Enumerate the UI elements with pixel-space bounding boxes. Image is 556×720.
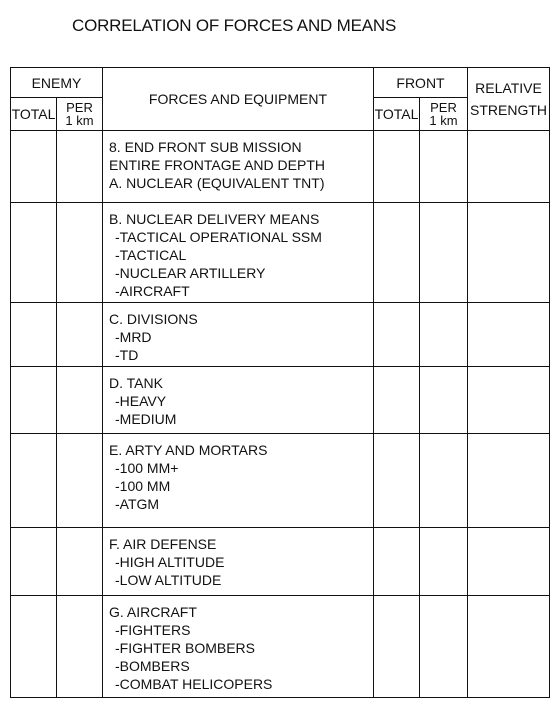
- enemy-per-km-cell: [57, 203, 103, 303]
- table-row: [11, 367, 550, 434]
- front-per-km-cell: [420, 528, 468, 596]
- front-per-km-cell: [420, 303, 468, 367]
- section-item: -TD: [115, 347, 139, 363]
- front-total-cell: [374, 434, 420, 528]
- table-row: [11, 434, 550, 528]
- relative-strength-header: RELATIVE STRENGTH: [468, 68, 550, 131]
- front-total-cell: [374, 131, 420, 203]
- table-row: [11, 303, 550, 367]
- section-item: -MEDIUM: [115, 411, 177, 427]
- correlation-table: [10, 67, 550, 698]
- section-item: -HEAVY: [115, 393, 167, 409]
- front-per-km-cell: [420, 434, 468, 528]
- section-heading: C. DIVISIONS: [109, 311, 198, 327]
- section-heading: B. NUCLEAR DELIVERY MEANS: [109, 211, 320, 227]
- section-heading: ENTIRE FRONTAGE AND DEPTH: [109, 157, 325, 173]
- enemy-total-cell: [11, 303, 57, 367]
- section-heading: E. ARTY AND MORTARS: [109, 442, 268, 458]
- enemy-total-cell: [11, 528, 57, 596]
- table-row: [11, 596, 550, 698]
- enemy-total-header: TOTAL: [11, 98, 57, 131]
- forces-cell: [103, 131, 374, 203]
- front-total-header: TOTAL: [374, 98, 420, 131]
- relative-strength-cell: [468, 131, 550, 203]
- section-item: -100 MM: [115, 478, 171, 494]
- forces-cell: [103, 367, 374, 434]
- forces-cell: [103, 528, 374, 596]
- enemy-per-km-cell: [57, 528, 103, 596]
- section-item: -COMBAT HELICOPERS: [115, 676, 273, 692]
- front-total-cell: [374, 203, 420, 303]
- forces-cell: [103, 434, 374, 528]
- table-row: [11, 528, 550, 596]
- table-row: [11, 131, 550, 203]
- relative-strength-cell: [468, 434, 550, 528]
- enemy-per-km-cell: [57, 131, 103, 203]
- section-heading: A. NUCLEAR (EQUIVALENT TNT): [109, 175, 325, 191]
- front-per-km-header: PER 1 km: [420, 98, 468, 131]
- section-item: -ATGM: [115, 496, 160, 512]
- section-item: -NUCLEAR ARTILLERY: [115, 265, 266, 281]
- front-total-cell: [374, 303, 420, 367]
- front-per-km-cell: [420, 203, 468, 303]
- enemy-total-cell: [11, 203, 57, 303]
- relative-strength-cell: [468, 203, 550, 303]
- enemy-total-cell: [11, 131, 57, 203]
- section-item: -FIGHTERS: [115, 622, 191, 638]
- forces-equipment-header: FORCES AND EQUIPMENT: [103, 68, 374, 131]
- enemy-per-km-cell: [57, 434, 103, 528]
- front-total-cell: [374, 367, 420, 434]
- enemy-per-km-cell: [57, 303, 103, 367]
- relative-strength-cell: [468, 303, 550, 367]
- section-item: -LOW ALTITUDE: [115, 572, 222, 588]
- enemy-per-km-header: PER 1 km: [57, 98, 103, 131]
- section-item: -MRD: [115, 329, 152, 345]
- section-heading: F. AIR DEFENSE: [109, 536, 217, 552]
- enemy-per-km-cell: [57, 367, 103, 434]
- enemy-per-km-cell: [57, 596, 103, 698]
- form-title: CORRELATION OF FORCES AND MEANS: [72, 16, 397, 35]
- front-total-cell: [374, 596, 420, 698]
- enemy-total-cell: [11, 596, 57, 698]
- forces-cell: [103, 203, 374, 303]
- section-item: -AIRCRAFT: [115, 283, 190, 299]
- front-per-km-cell: [420, 596, 468, 698]
- front-per-km-cell: [420, 367, 468, 434]
- relative-strength-cell: [468, 528, 550, 596]
- front-total-cell: [374, 528, 420, 596]
- enemy-total-cell: [11, 367, 57, 434]
- section-heading: D. TANK: [109, 375, 163, 391]
- section-item: -HIGH ALTITUDE: [115, 554, 225, 570]
- section-item: -BOMBERS: [115, 658, 190, 674]
- section-item: -100 MM+: [115, 460, 179, 476]
- table-row: [11, 203, 550, 303]
- section-item: -FIGHTER BOMBERS: [115, 640, 256, 656]
- relative-strength-cell: [468, 367, 550, 434]
- enemy-total-cell: [11, 434, 57, 528]
- relative-strength-cell: [468, 596, 550, 698]
- section-heading: 8. END FRONT SUB MISSION: [109, 139, 302, 155]
- table-body: [11, 131, 550, 698]
- forces-cell: [103, 303, 374, 367]
- section-heading: G. AIRCRAFT: [109, 604, 197, 620]
- section-item: -TACTICAL OPERATIONAL SSM: [115, 229, 322, 245]
- front-per-km-cell: [420, 131, 468, 203]
- forces-cell: [103, 596, 374, 698]
- enemy-header: ENEMY: [11, 68, 103, 98]
- section-item: -TACTICAL: [115, 247, 187, 263]
- front-header: FRONT: [374, 68, 468, 98]
